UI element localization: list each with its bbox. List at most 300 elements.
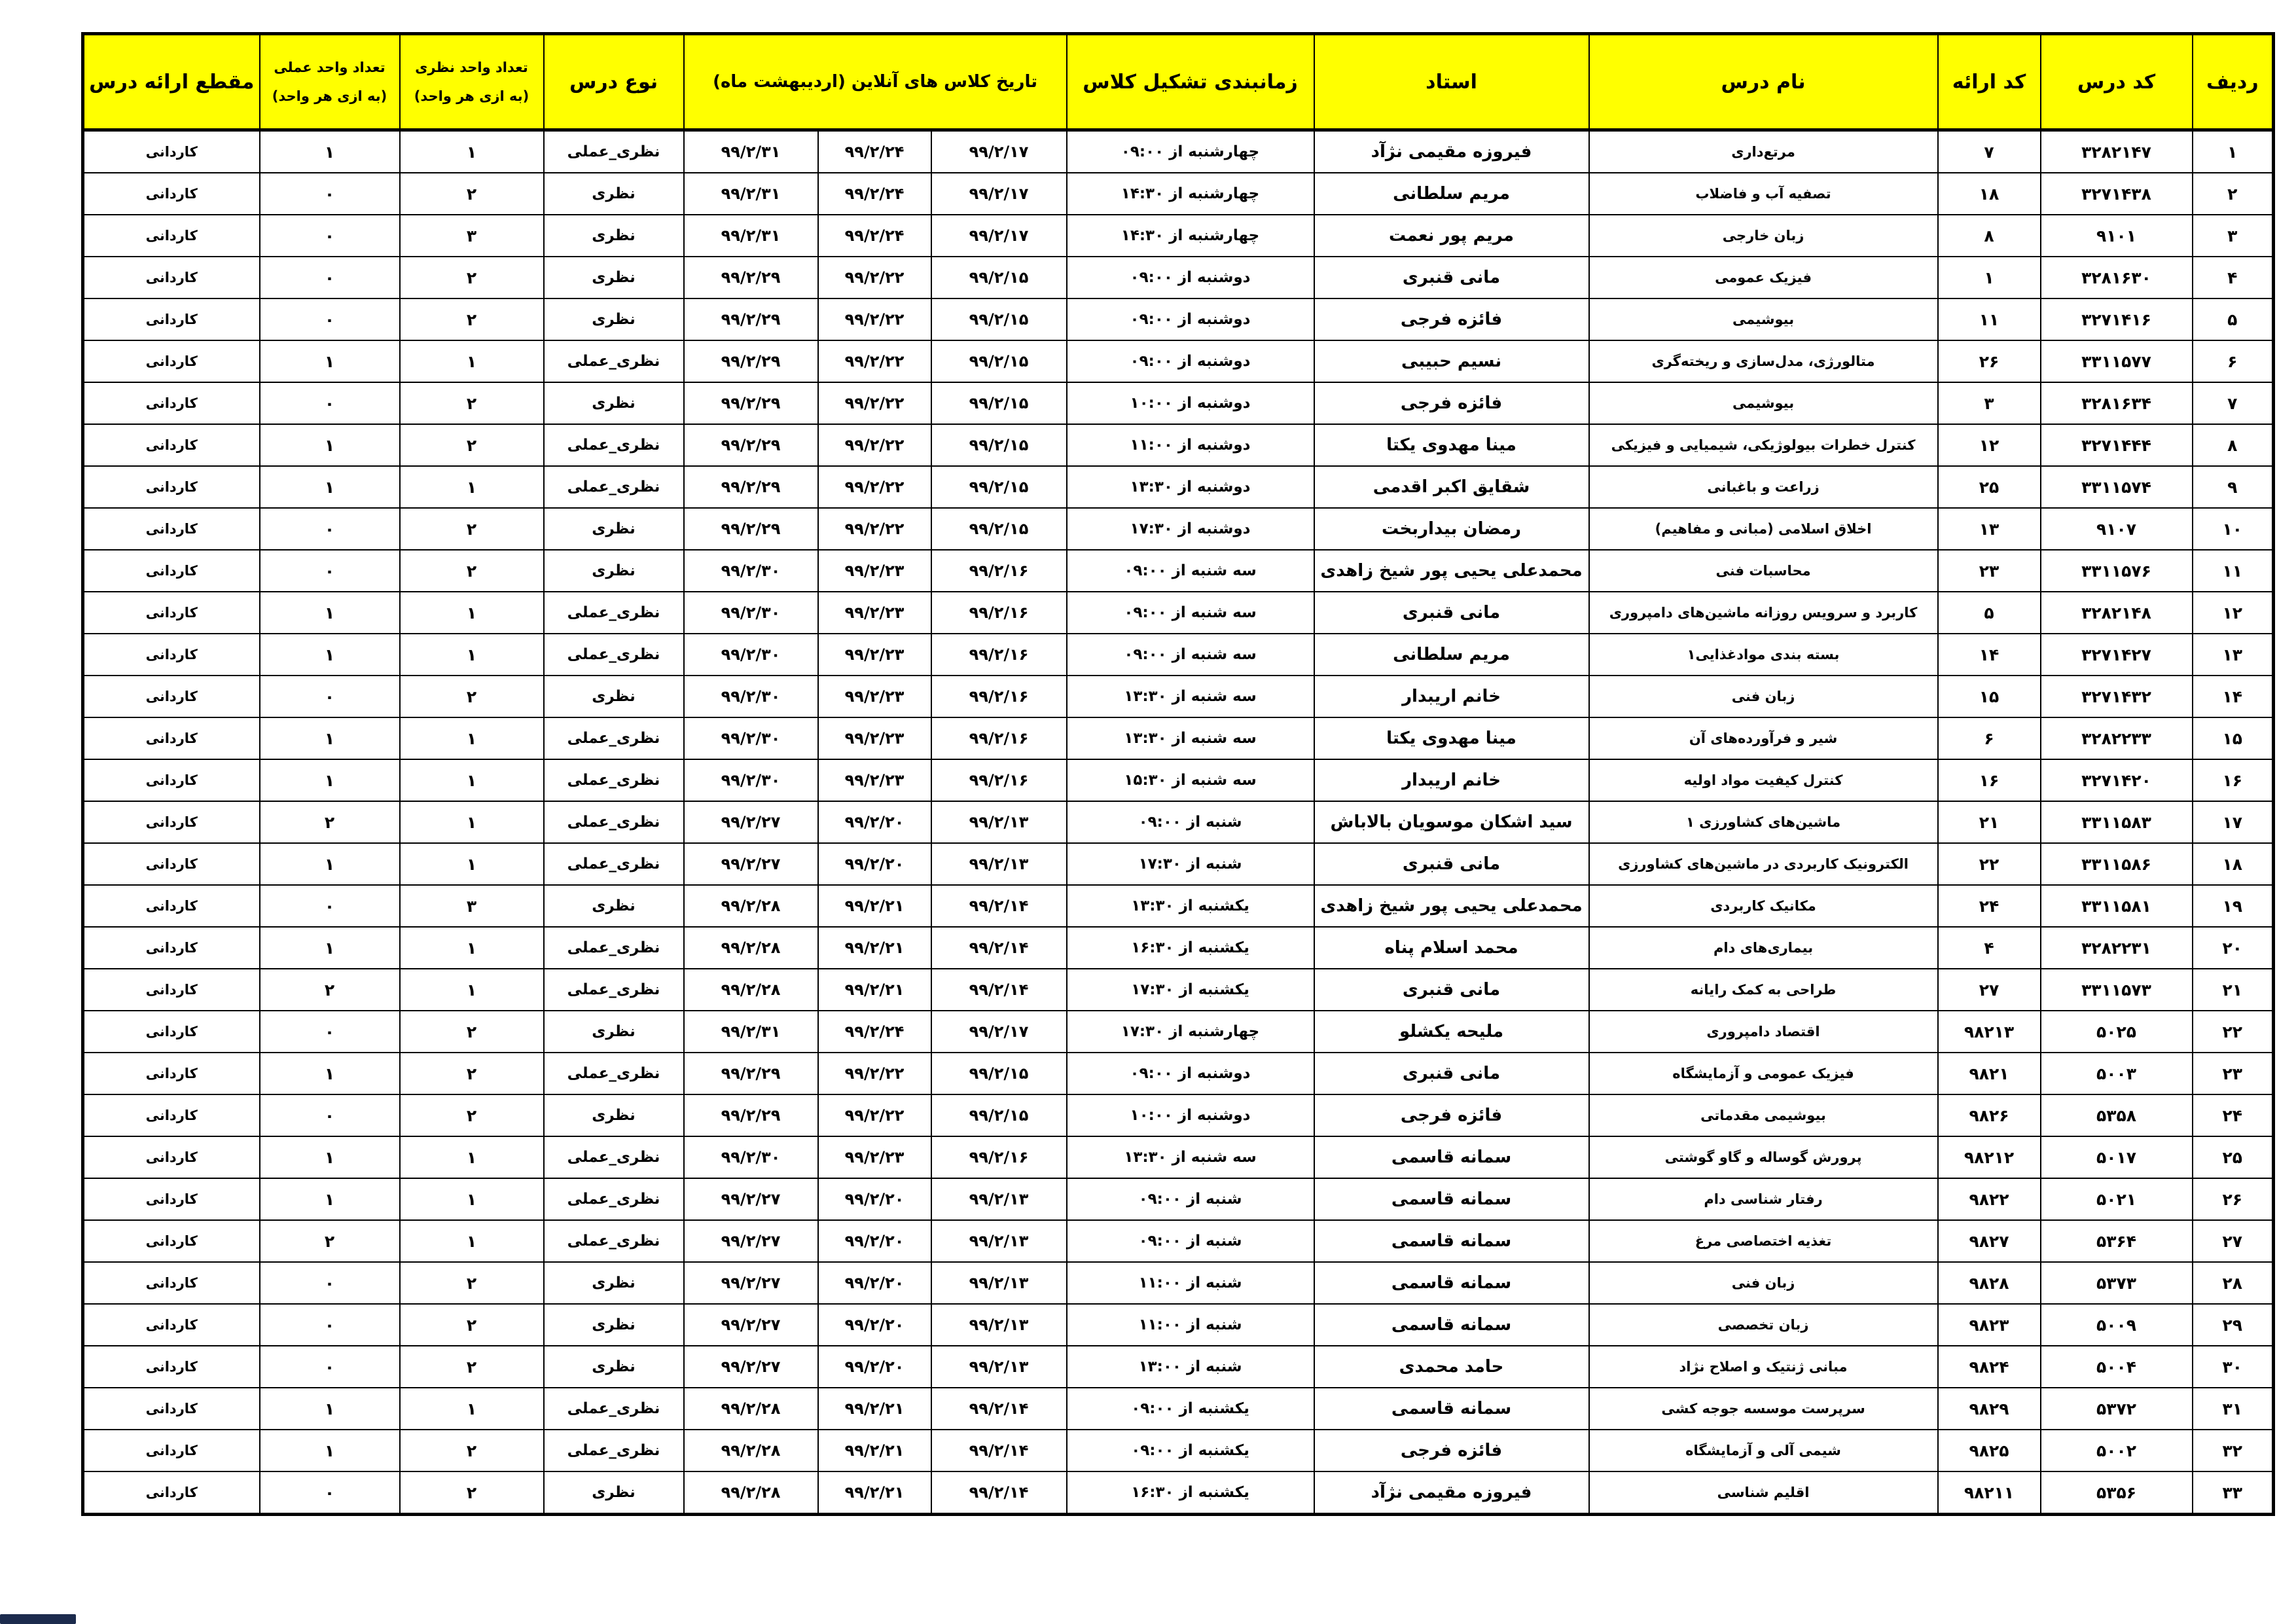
table-row bbox=[83, 382, 2274, 424]
course-name-cell: اقتصاد دامپروری bbox=[1589, 1011, 1938, 1053]
course-name-cell: بیوشیمی bbox=[1589, 298, 1938, 340]
instructor-cell: محمد اسلام پناه bbox=[1314, 927, 1589, 969]
course-type-cell: نظری_عملی bbox=[544, 801, 684, 843]
online-date-1-cell: ۹۹/۲/۱۷ bbox=[931, 173, 1067, 215]
practical-units-cell: ۱ bbox=[260, 340, 400, 382]
online-date-1-cell: ۹۹/۲/۱۶ bbox=[931, 676, 1067, 717]
theory-units-cell: ۲ bbox=[400, 1346, 544, 1388]
course-code-cell: ۵۳۷۲ bbox=[2041, 1388, 2193, 1430]
online-date-1-cell: ۹۹/۲/۱۳ bbox=[931, 843, 1067, 885]
table-row bbox=[83, 1388, 2274, 1430]
table-row bbox=[83, 550, 2274, 592]
row-number-cell: ۳ bbox=[2193, 215, 2274, 257]
course-code-cell: ۳۳۱۱۵۸۶ bbox=[2041, 843, 2193, 885]
instructor-cell: مینا مهدوی یکتا bbox=[1314, 717, 1589, 759]
offer-code-cell: ۹۸۲۵ bbox=[1938, 1430, 2041, 1471]
offer-code-cell: ۶ bbox=[1938, 717, 2041, 759]
online-date-2-cell: ۹۹/۲/۲۱ bbox=[818, 969, 931, 1011]
level-cell: کاردانی bbox=[83, 676, 260, 717]
online-date-1-cell: ۹۹/۲/۱۴ bbox=[931, 1430, 1067, 1471]
table-row bbox=[83, 1094, 2274, 1136]
course-code-cell: ۳۲۷۱۴۳۲ bbox=[2041, 676, 2193, 717]
online-date-3-cell: ۹۹/۲/۲۸ bbox=[684, 927, 818, 969]
offer-code-cell: ۱۶ bbox=[1938, 759, 2041, 801]
online-date-3-cell: ۹۹/۲/۲۷ bbox=[684, 1304, 818, 1346]
schedule-cell: دوشنبه از ۰۹:۰۰ bbox=[1067, 340, 1314, 382]
row-number-cell: ۱۴ bbox=[2193, 676, 2274, 717]
instructor-cell: مریم پور نعمت bbox=[1314, 215, 1589, 257]
table-row bbox=[83, 1011, 2274, 1053]
offer-code-cell: ۱۳ bbox=[1938, 508, 2041, 550]
online-date-1-cell: ۹۹/۲/۱۶ bbox=[931, 592, 1067, 634]
table-row bbox=[83, 1178, 2274, 1220]
level-cell: کاردانی bbox=[83, 340, 260, 382]
online-date-1-cell: ۹۹/۲/۱۴ bbox=[931, 927, 1067, 969]
theory-units-cell: ۲ bbox=[400, 1094, 544, 1136]
theory-units-cell: ۱ bbox=[400, 1220, 544, 1262]
course-type-cell: نظری bbox=[544, 676, 684, 717]
course-name-cell: زراعت و باغبانی bbox=[1589, 466, 1938, 508]
online-date-2-cell: ۹۹/۲/۲۳ bbox=[818, 634, 931, 676]
instructor-cell: فیروزه مقیمی نژآد bbox=[1314, 1471, 1589, 1515]
online-date-3-cell: ۹۹/۲/۲۷ bbox=[684, 1220, 818, 1262]
row-number-cell: ۱۷ bbox=[2193, 801, 2274, 843]
instructor-cell: خانم اریبدار bbox=[1314, 676, 1589, 717]
offer-code-cell: ۱۸ bbox=[1938, 173, 2041, 215]
level-cell: کاردانی bbox=[83, 1053, 260, 1094]
online-date-2-cell: ۹۹/۲/۲۱ bbox=[818, 1430, 931, 1471]
course-name-cell: الکترونیک کاربردی در ماشین‌های کشاورزی bbox=[1589, 843, 1938, 885]
online-date-2-cell: ۹۹/۲/۲۱ bbox=[818, 927, 931, 969]
course-type-cell: نظری bbox=[544, 1094, 684, 1136]
theory-units-cell: ۱ bbox=[400, 843, 544, 885]
theory-units-cell: ۱ bbox=[400, 927, 544, 969]
theory-units-cell: ۲ bbox=[400, 382, 544, 424]
online-date-3-cell: ۹۹/۲/۲۷ bbox=[684, 801, 818, 843]
course-name-cell: محاسبات فنی bbox=[1589, 550, 1938, 592]
instructor-cell: محمدعلی یحیی پور شیخ زاهدی bbox=[1314, 550, 1589, 592]
course-type-cell: نظری_عملی bbox=[544, 1136, 684, 1178]
course-name-cell: شیر و فرآورده‌های آن bbox=[1589, 717, 1938, 759]
online-date-2-cell: ۹۹/۲/۲۱ bbox=[818, 885, 931, 927]
schedule-cell: یکشنبه از ۰۹:۰۰ bbox=[1067, 1430, 1314, 1471]
online-date-1-cell: ۹۹/۲/۱۴ bbox=[931, 885, 1067, 927]
theory-units-cell: ۲ bbox=[400, 1262, 544, 1304]
online-date-1-cell: ۹۹/۲/۱۳ bbox=[931, 1304, 1067, 1346]
schedule-cell: دوشنبه از ۱۰:۰۰ bbox=[1067, 1094, 1314, 1136]
offer-code-cell: ۱۴ bbox=[1938, 634, 2041, 676]
offer-code-cell: ۲۶ bbox=[1938, 340, 2041, 382]
course-type-cell: نظری bbox=[544, 173, 684, 215]
row-number-cell: ۱۰ bbox=[2193, 508, 2274, 550]
level-cell: کاردانی bbox=[83, 1304, 260, 1346]
online-date-2-cell: ۹۹/۲/۲۱ bbox=[818, 1471, 931, 1515]
table-row bbox=[83, 676, 2274, 717]
course-type-cell: نظری bbox=[544, 1011, 684, 1053]
level-cell: کاردانی bbox=[83, 927, 260, 969]
header-theory-units-note: (به ازی هر واحد) bbox=[414, 88, 529, 104]
theory-units-cell: ۱ bbox=[400, 466, 544, 508]
row-number-cell: ۲۷ bbox=[2193, 1220, 2274, 1262]
offer-code-cell: ۵ bbox=[1938, 592, 2041, 634]
instructor-cell: سمانه قاسمی bbox=[1314, 1220, 1589, 1262]
course-name-cell: زبان خارجی bbox=[1589, 215, 1938, 257]
course-name-cell: مرتع‌داری bbox=[1589, 130, 1938, 173]
online-date-1-cell: ۹۹/۲/۱۶ bbox=[931, 759, 1067, 801]
schedule-cell: دوشنبه از ۰۹:۰۰ bbox=[1067, 257, 1314, 298]
practical-units-cell: ۰ bbox=[260, 173, 400, 215]
level-cell: کاردانی bbox=[83, 717, 260, 759]
instructor-cell: سمانه قاسمی bbox=[1314, 1304, 1589, 1346]
course-name-cell: متالورژی، مدل‌سازی و ریخته‌گری bbox=[1589, 340, 1938, 382]
instructor-cell: مانی قنبری bbox=[1314, 969, 1589, 1011]
row-number-cell: ۱۳ bbox=[2193, 634, 2274, 676]
course-code-cell: ۳۲۸۱۶۳۰ bbox=[2041, 257, 2193, 298]
online-date-3-cell: ۹۹/۲/۲۹ bbox=[684, 508, 818, 550]
table-row bbox=[83, 173, 2274, 215]
course-code-cell: ۳۲۷۱۴۴۴ bbox=[2041, 424, 2193, 466]
level-cell: کاردانی bbox=[83, 215, 260, 257]
row-number-cell: ۸ bbox=[2193, 424, 2274, 466]
online-date-2-cell: ۹۹/۲/۲۳ bbox=[818, 759, 931, 801]
online-date-1-cell: ۹۹/۲/۱۶ bbox=[931, 550, 1067, 592]
offer-code-cell: ۱۱ bbox=[1938, 298, 2041, 340]
online-date-1-cell: ۹۹/۲/۱۴ bbox=[931, 1388, 1067, 1430]
offer-code-cell: ۹۸۲۳ bbox=[1938, 1304, 2041, 1346]
table-row bbox=[83, 885, 2274, 927]
schedule-cell: سه شنبه از ۰۹:۰۰ bbox=[1067, 634, 1314, 676]
row-number-cell: ۶ bbox=[2193, 340, 2274, 382]
online-date-3-cell: ۹۹/۲/۲۹ bbox=[684, 1053, 818, 1094]
header-practical-units-title: تعداد واحد عملی bbox=[274, 60, 386, 75]
practical-units-cell: ۰ bbox=[260, 1304, 400, 1346]
online-date-1-cell: ۹۹/۲/۱۵ bbox=[931, 382, 1067, 424]
schedule-cell: دوشنبه از ۰۹:۰۰ bbox=[1067, 1053, 1314, 1094]
course-code-cell: ۵۳۵۶ bbox=[2041, 1471, 2193, 1515]
course-type-cell: نظری_عملی bbox=[544, 1220, 684, 1262]
online-date-3-cell: ۹۹/۲/۲۷ bbox=[684, 1178, 818, 1220]
course-type-cell: نظری bbox=[544, 1262, 684, 1304]
online-date-1-cell: ۹۹/۲/۱۵ bbox=[931, 257, 1067, 298]
level-cell: کاردانی bbox=[83, 1094, 260, 1136]
theory-units-cell: ۲ bbox=[400, 508, 544, 550]
header-theory-units bbox=[400, 34, 544, 130]
schedule-cell: سه شنبه از ۱۳:۳۰ bbox=[1067, 676, 1314, 717]
online-date-1-cell: ۹۹/۲/۱۶ bbox=[931, 1136, 1067, 1178]
online-date-2-cell: ۹۹/۲/۲۴ bbox=[818, 1011, 931, 1053]
schedule-cell: چهارشنبه از ۰۹:۰۰ bbox=[1067, 130, 1314, 173]
online-date-3-cell: ۹۹/۲/۲۸ bbox=[684, 1471, 818, 1515]
instructor-cell: مانی قنبری bbox=[1314, 1053, 1589, 1094]
course-code-cell: ۳۳۱۱۵۷۶ bbox=[2041, 550, 2193, 592]
course-code-cell: ۳۲۸۲۲۳۳ bbox=[2041, 717, 2193, 759]
instructor-cell: سمانه قاسمی bbox=[1314, 1262, 1589, 1304]
offer-code-cell: ۱۲ bbox=[1938, 424, 2041, 466]
offer-code-cell: ۲۷ bbox=[1938, 969, 2041, 1011]
course-name-cell: پرورش گوساله و گاو گوشتی bbox=[1589, 1136, 1938, 1178]
row-number-cell: ۲۵ bbox=[2193, 1136, 2274, 1178]
online-date-1-cell: ۹۹/۲/۱۴ bbox=[931, 1471, 1067, 1515]
theory-units-cell: ۱ bbox=[400, 969, 544, 1011]
online-date-2-cell: ۹۹/۲/۲۳ bbox=[818, 592, 931, 634]
course-type-cell: نظری_عملی bbox=[544, 130, 684, 173]
level-cell: کاردانی bbox=[83, 424, 260, 466]
online-date-2-cell: ۹۹/۲/۲۴ bbox=[818, 173, 931, 215]
schedule-cell: شنبه از ۱۱:۰۰ bbox=[1067, 1304, 1314, 1346]
practical-units-cell: ۱ bbox=[260, 1178, 400, 1220]
offer-code-cell: ۹۸۲۱ bbox=[1938, 1053, 2041, 1094]
course-type-cell: نظری_عملی bbox=[544, 1178, 684, 1220]
row-number-cell: ۵ bbox=[2193, 298, 2274, 340]
table-row bbox=[83, 801, 2274, 843]
online-date-1-cell: ۹۹/۲/۱۵ bbox=[931, 1094, 1067, 1136]
instructor-cell: محمدعلی یحیی پور شیخ زاهدی bbox=[1314, 885, 1589, 927]
online-date-1-cell: ۹۹/۲/۱۷ bbox=[931, 130, 1067, 173]
row-number-cell: ۳۳ bbox=[2193, 1471, 2274, 1515]
table-row bbox=[83, 634, 2274, 676]
course-type-cell: نظری_عملی bbox=[544, 634, 684, 676]
course-code-cell: ۵۰۰۴ bbox=[2041, 1346, 2193, 1388]
row-number-cell: ۳۱ bbox=[2193, 1388, 2274, 1430]
schedule-cell: شنبه از ۰۹:۰۰ bbox=[1067, 1178, 1314, 1220]
practical-units-cell: ۱ bbox=[260, 130, 400, 173]
offer-code-cell: ۹۸۲۱۳ bbox=[1938, 1011, 2041, 1053]
online-date-3-cell: ۹۹/۲/۲۷ bbox=[684, 1262, 818, 1304]
table-row bbox=[83, 1053, 2274, 1094]
online-date-1-cell: ۹۹/۲/۱۳ bbox=[931, 1220, 1067, 1262]
instructor-cell: مریم سلطانی bbox=[1314, 173, 1589, 215]
course-name-cell: ماشین‌های کشاورزی ۱ bbox=[1589, 801, 1938, 843]
theory-units-cell: ۱ bbox=[400, 759, 544, 801]
row-number-cell: ۲۴ bbox=[2193, 1094, 2274, 1136]
course-type-cell: نظری bbox=[544, 1346, 684, 1388]
theory-units-cell: ۲ bbox=[400, 1471, 544, 1515]
course-code-cell: ۳۳۱۱۵۷۳ bbox=[2041, 969, 2193, 1011]
row-number-cell: ۲۸ bbox=[2193, 1262, 2274, 1304]
course-type-cell: نظری bbox=[544, 215, 684, 257]
course-name-cell: کنترل کیفیت مواد اولیه bbox=[1589, 759, 1938, 801]
instructor-cell: مینا مهدوی یکتا bbox=[1314, 424, 1589, 466]
online-date-3-cell: ۹۹/۲/۲۷ bbox=[684, 1346, 818, 1388]
theory-units-cell: ۱ bbox=[400, 130, 544, 173]
level-cell: کاردانی bbox=[83, 592, 260, 634]
course-type-cell: نظری bbox=[544, 382, 684, 424]
theory-units-cell: ۲ bbox=[400, 1430, 544, 1471]
row-number-cell: ۳۲ bbox=[2193, 1430, 2274, 1471]
table-row bbox=[83, 759, 2274, 801]
schedule-cell: شنبه از ۱۱:۰۰ bbox=[1067, 1262, 1314, 1304]
schedule-cell: دوشنبه از ۱۱:۰۰ bbox=[1067, 424, 1314, 466]
course-type-cell: نظری bbox=[544, 298, 684, 340]
instructor-cell: نسیم حبیبی bbox=[1314, 340, 1589, 382]
instructor-cell: مانی قنبری bbox=[1314, 592, 1589, 634]
online-date-3-cell: ۹۹/۲/۲۸ bbox=[684, 1388, 818, 1430]
theory-units-cell: ۲ bbox=[400, 676, 544, 717]
level-cell: کاردانی bbox=[83, 843, 260, 885]
practical-units-cell: ۱ bbox=[260, 927, 400, 969]
header-offer-code: کد ارائه bbox=[1938, 34, 2041, 130]
instructor-cell: مانی قنبری bbox=[1314, 257, 1589, 298]
row-number-cell: ۲۹ bbox=[2193, 1304, 2274, 1346]
online-date-1-cell: ۹۹/۲/۱۶ bbox=[931, 634, 1067, 676]
instructor-cell: فیروزه مقیمی نژآد bbox=[1314, 130, 1589, 173]
online-date-3-cell: ۹۹/۲/۲۸ bbox=[684, 885, 818, 927]
instructor-cell: حامد محمدی bbox=[1314, 1346, 1589, 1388]
online-date-2-cell: ۹۹/۲/۲۲ bbox=[818, 508, 931, 550]
online-date-2-cell: ۹۹/۲/۲۰ bbox=[818, 843, 931, 885]
practical-units-cell: ۱ bbox=[260, 634, 400, 676]
course-type-cell: نظری bbox=[544, 1304, 684, 1346]
schedule-cell: چهارشنبه از ۱۴:۳۰ bbox=[1067, 173, 1314, 215]
table-row bbox=[83, 843, 2274, 885]
online-date-1-cell: ۹۹/۲/۱۳ bbox=[931, 1346, 1067, 1388]
course-code-cell: ۳۳۱۱۵۸۱ bbox=[2041, 885, 2193, 927]
course-code-cell: ۵۳۷۳ bbox=[2041, 1262, 2193, 1304]
online-date-1-cell: ۹۹/۲/۱۷ bbox=[931, 215, 1067, 257]
practical-units-cell: ۲ bbox=[260, 801, 400, 843]
table-row bbox=[83, 1220, 2274, 1262]
table-row bbox=[83, 1430, 2274, 1471]
schedule-cell: دوشنبه از ۱۳:۳۰ bbox=[1067, 466, 1314, 508]
course-code-cell: ۳۳۱۱۵۷۷ bbox=[2041, 340, 2193, 382]
practical-units-cell: ۰ bbox=[260, 550, 400, 592]
online-date-3-cell: ۹۹/۲/۳۰ bbox=[684, 592, 818, 634]
row-number-cell: ۲۲ bbox=[2193, 1011, 2274, 1053]
instructor-cell: فائزه فرجی bbox=[1314, 1430, 1589, 1471]
schedule-cell: شنبه از ۱۷:۳۰ bbox=[1067, 843, 1314, 885]
schedule-cell: یکشنبه از ۱۶:۳۰ bbox=[1067, 927, 1314, 969]
theory-units-cell: ۲ bbox=[400, 173, 544, 215]
row-number-cell: ۳۰ bbox=[2193, 1346, 2274, 1388]
online-date-1-cell: ۹۹/۲/۱۵ bbox=[931, 466, 1067, 508]
level-cell: کاردانی bbox=[83, 257, 260, 298]
level-cell: کاردانی bbox=[83, 885, 260, 927]
theory-units-cell: ۱ bbox=[400, 1178, 544, 1220]
instructor-cell: فائزه فرجی bbox=[1314, 382, 1589, 424]
course-name-cell: مکانیک کاربردی bbox=[1589, 885, 1938, 927]
offer-code-cell: ۱ bbox=[1938, 257, 2041, 298]
practical-units-cell: ۱ bbox=[260, 1388, 400, 1430]
online-date-3-cell: ۹۹/۲/۳۱ bbox=[684, 215, 818, 257]
row-number-cell: ۱۵ bbox=[2193, 717, 2274, 759]
instructor-cell: سمانه قاسمی bbox=[1314, 1178, 1589, 1220]
online-date-2-cell: ۹۹/۲/۲۲ bbox=[818, 1094, 931, 1136]
instructor-cell: سید اشکان موسویان بالاباش bbox=[1314, 801, 1589, 843]
theory-units-cell: ۱ bbox=[400, 1136, 544, 1178]
offer-code-cell: ۲۴ bbox=[1938, 885, 2041, 927]
theory-units-cell: ۳ bbox=[400, 215, 544, 257]
course-code-cell: ۹۱۰۷ bbox=[2041, 508, 2193, 550]
schedule-cell: سه شنبه از ۱۳:۳۰ bbox=[1067, 1136, 1314, 1178]
offer-code-cell: ۹۸۲۷ bbox=[1938, 1220, 2041, 1262]
course-name-cell: مبانی ژنتیک و اصلاح نژاد bbox=[1589, 1346, 1938, 1388]
header-practical-units bbox=[260, 34, 400, 130]
online-date-2-cell: ۹۹/۲/۲۲ bbox=[818, 298, 931, 340]
online-date-3-cell: ۹۹/۲/۳۱ bbox=[684, 1011, 818, 1053]
schedule-cell: شنبه از ۰۹:۰۰ bbox=[1067, 801, 1314, 843]
header-instructor: استاد bbox=[1314, 34, 1589, 130]
online-date-3-cell: ۹۹/۲/۳۰ bbox=[684, 676, 818, 717]
course-name-cell: زبان فنی bbox=[1589, 1262, 1938, 1304]
offer-code-cell: ۲۲ bbox=[1938, 843, 2041, 885]
online-date-3-cell: ۹۹/۲/۲۸ bbox=[684, 1430, 818, 1471]
online-date-2-cell: ۹۹/۲/۲۲ bbox=[818, 466, 931, 508]
row-number-cell: ۲۶ bbox=[2193, 1178, 2274, 1220]
row-number-cell: ۱۹ bbox=[2193, 885, 2274, 927]
online-date-2-cell: ۹۹/۲/۲۰ bbox=[818, 1346, 931, 1388]
header-course-name: نام درس bbox=[1589, 34, 1938, 130]
course-name-cell: بیماری‌های دام bbox=[1589, 927, 1938, 969]
course-code-cell: ۵۰۲۵ bbox=[2041, 1011, 2193, 1053]
course-code-cell: ۵۰۲۱ bbox=[2041, 1178, 2193, 1220]
offer-code-cell: ۲۳ bbox=[1938, 550, 2041, 592]
online-date-3-cell: ۹۹/۲/۲۸ bbox=[684, 969, 818, 1011]
practical-units-cell: ۱ bbox=[260, 1136, 400, 1178]
level-cell: کاردانی bbox=[83, 382, 260, 424]
instructor-cell: رمضان بیداربخت bbox=[1314, 508, 1589, 550]
course-type-cell: نظری_عملی bbox=[544, 843, 684, 885]
table-row bbox=[83, 1304, 2274, 1346]
practical-units-cell: ۱ bbox=[260, 759, 400, 801]
course-code-cell: ۵۳۵۸ bbox=[2041, 1094, 2193, 1136]
schedule-cell: یکشنبه از ۰۹:۰۰ bbox=[1067, 1388, 1314, 1430]
online-date-2-cell: ۹۹/۲/۲۲ bbox=[818, 340, 931, 382]
schedule-cell: دوشنبه از ۰۹:۰۰ bbox=[1067, 298, 1314, 340]
course-type-cell: نظری_عملی bbox=[544, 340, 684, 382]
practical-units-cell: ۱ bbox=[260, 717, 400, 759]
online-date-3-cell: ۹۹/۲/۲۹ bbox=[684, 466, 818, 508]
offer-code-cell: ۴ bbox=[1938, 927, 2041, 969]
course-code-cell: ۵۳۶۴ bbox=[2041, 1220, 2193, 1262]
schedule-cell: سه شنبه از ۱۳:۳۰ bbox=[1067, 717, 1314, 759]
offer-code-cell: ۹۸۲۱۲ bbox=[1938, 1136, 2041, 1178]
header-row-number: ردیف bbox=[2193, 34, 2274, 130]
online-date-3-cell: ۹۹/۲/۲۹ bbox=[684, 382, 818, 424]
online-date-3-cell: ۹۹/۲/۳۰ bbox=[684, 550, 818, 592]
instructor-cell: سمانه قاسمی bbox=[1314, 1388, 1589, 1430]
table-row bbox=[83, 215, 2274, 257]
schedule-cell: یکشنبه از ۱۷:۳۰ bbox=[1067, 969, 1314, 1011]
instructor-cell: فائزه فرجی bbox=[1314, 1094, 1589, 1136]
online-date-2-cell: ۹۹/۲/۲۲ bbox=[818, 257, 931, 298]
course-code-cell: ۳۲۸۲۲۳۱ bbox=[2041, 927, 2193, 969]
theory-units-cell: ۲ bbox=[400, 550, 544, 592]
row-number-cell: ۱۱ bbox=[2193, 550, 2274, 592]
course-code-cell: ۳۲۷۱۴۲۷ bbox=[2041, 634, 2193, 676]
course-type-cell: نظری_عملی bbox=[544, 759, 684, 801]
row-number-cell: ۷ bbox=[2193, 382, 2274, 424]
practical-units-cell: ۱ bbox=[260, 843, 400, 885]
offer-code-cell: ۱۵ bbox=[1938, 676, 2041, 717]
course-type-cell: نظری bbox=[544, 257, 684, 298]
theory-units-cell: ۱ bbox=[400, 1388, 544, 1430]
course-code-cell: ۵۰۰۳ bbox=[2041, 1053, 2193, 1094]
row-number-cell: ۲۳ bbox=[2193, 1053, 2274, 1094]
level-cell: کاردانی bbox=[83, 1430, 260, 1471]
offer-code-cell: ۷ bbox=[1938, 130, 2041, 173]
course-code-cell: ۳۳۱۱۵۸۳ bbox=[2041, 801, 2193, 843]
course-code-cell: ۵۰۰۲ bbox=[2041, 1430, 2193, 1471]
practical-units-cell: ۱ bbox=[260, 1053, 400, 1094]
theory-units-cell: ۱ bbox=[400, 592, 544, 634]
instructor-cell: فائزه فرجی bbox=[1314, 298, 1589, 340]
practical-units-cell: ۰ bbox=[260, 1011, 400, 1053]
course-type-cell: نظری bbox=[544, 885, 684, 927]
course-name-cell: بسته بندی موادغذایی۱ bbox=[1589, 634, 1938, 676]
table-row bbox=[83, 466, 2274, 508]
online-date-2-cell: ۹۹/۲/۲۲ bbox=[818, 424, 931, 466]
table-body bbox=[83, 130, 2274, 1515]
